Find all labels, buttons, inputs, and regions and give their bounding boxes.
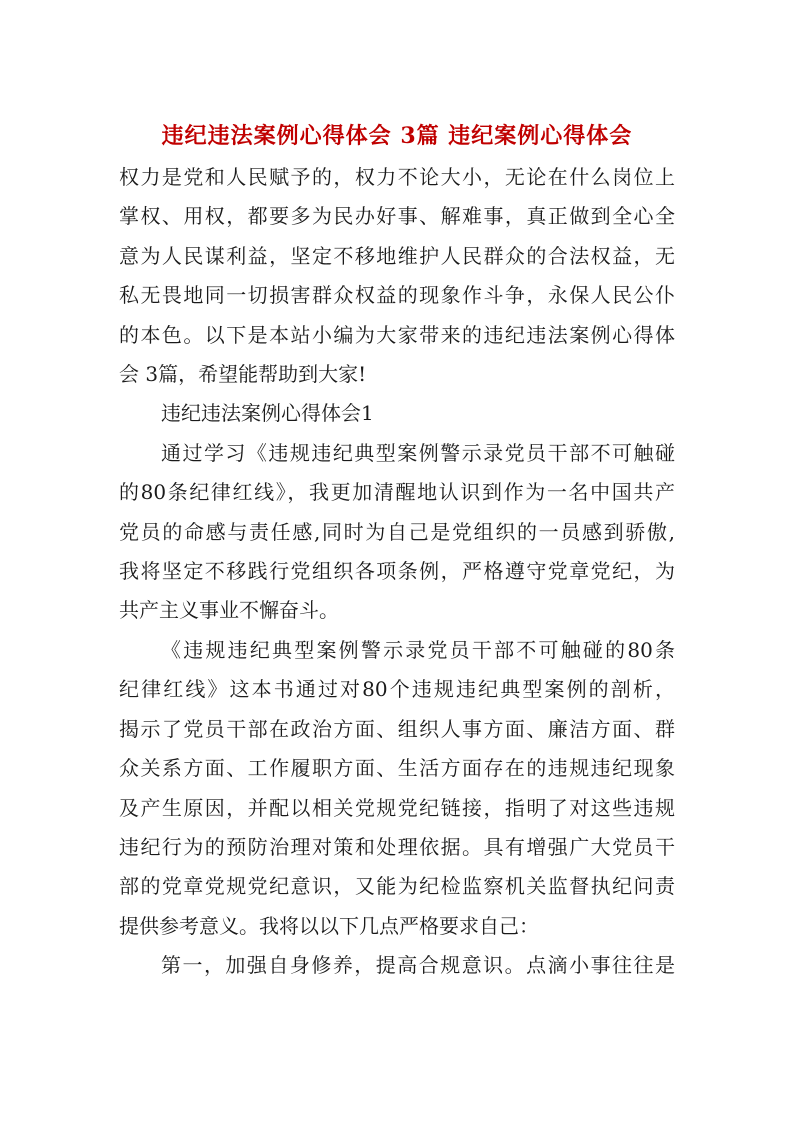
text-line: 权力是党和人民赋予的，权力不论大小，无论在什么岗位上 bbox=[119, 165, 675, 189]
text-line: 揭示了党员干部在政治方面、组织人事方面、廉洁方面、群 bbox=[119, 716, 675, 741]
document-body bbox=[119, 158, 675, 986]
document-title: 违纪违法案例心得体会 3篇 违纪案例心得体会 bbox=[161, 122, 633, 149]
text-line: 的本色。以下是本站小编为大家带来的违纪违法案例心得体 bbox=[119, 322, 675, 347]
text-line: 部的党章党规党纪意识，又能为纪检监察机关监督执纪问责 bbox=[119, 874, 675, 899]
text-line: 共产主义事业不懈奋斗。 bbox=[119, 598, 339, 623]
text-line: 我将坚定不移践行党组织各项条例，严格遵守党章党纪，为 bbox=[119, 559, 675, 584]
text-line: 党员的命感与责任感,同时为自己是党组织的一员感到骄傲, bbox=[119, 519, 675, 544]
body-paragraph-3 bbox=[119, 946, 675, 985]
text-line: 违纪违法案例心得体会1 bbox=[161, 401, 374, 426]
text-line: 及产生原因，并配以相关党规党纪链接，指明了对这些违规 bbox=[119, 795, 675, 820]
body-paragraph-2 bbox=[119, 631, 675, 946]
text-line: 通过学习《违规违纪典型案例警示录党员干部不可触碰 bbox=[161, 440, 675, 465]
text-line: 第一，加强自身修养，提高合规意识。点滴小事往往是 bbox=[161, 953, 675, 978]
text-line: 众关系方面、工作履职方面、生活方面存在的违规违纪现象 bbox=[119, 756, 675, 781]
body-paragraph-1 bbox=[119, 434, 675, 631]
text-line: 会 3篇，希望能帮助到大家! bbox=[119, 362, 367, 387]
text-line: 提供参考意义。我将以以下几点严格要求自己： bbox=[119, 913, 539, 938]
text-line: 私无畏地同一切损害群众权益的现象作斗争，永保人民公仆 bbox=[119, 283, 675, 308]
text-line: 违纪行为的预防治理对策和处理依据。具有增强广大党员干 bbox=[119, 834, 675, 859]
section-heading bbox=[119, 394, 675, 433]
text-line: 意为人民谋利益，坚定不移地维护人民群众的合法权益，无 bbox=[119, 243, 675, 268]
text-line: 《违规违纪典型案例警示录党员干部不可触碰的80条 bbox=[161, 637, 675, 662]
text-line: 的80条纪律红线》，我更加清醒地认识到作为一名中国共产 bbox=[119, 480, 675, 505]
intro-paragraph bbox=[119, 158, 675, 394]
text-line: 纪律红线》这本书通过对80个违规违纪典型案例的剖析， bbox=[119, 677, 675, 702]
text-line: 掌权、用权，都要多为民办好事、解难事，真正做到全心全 bbox=[119, 204, 675, 229]
